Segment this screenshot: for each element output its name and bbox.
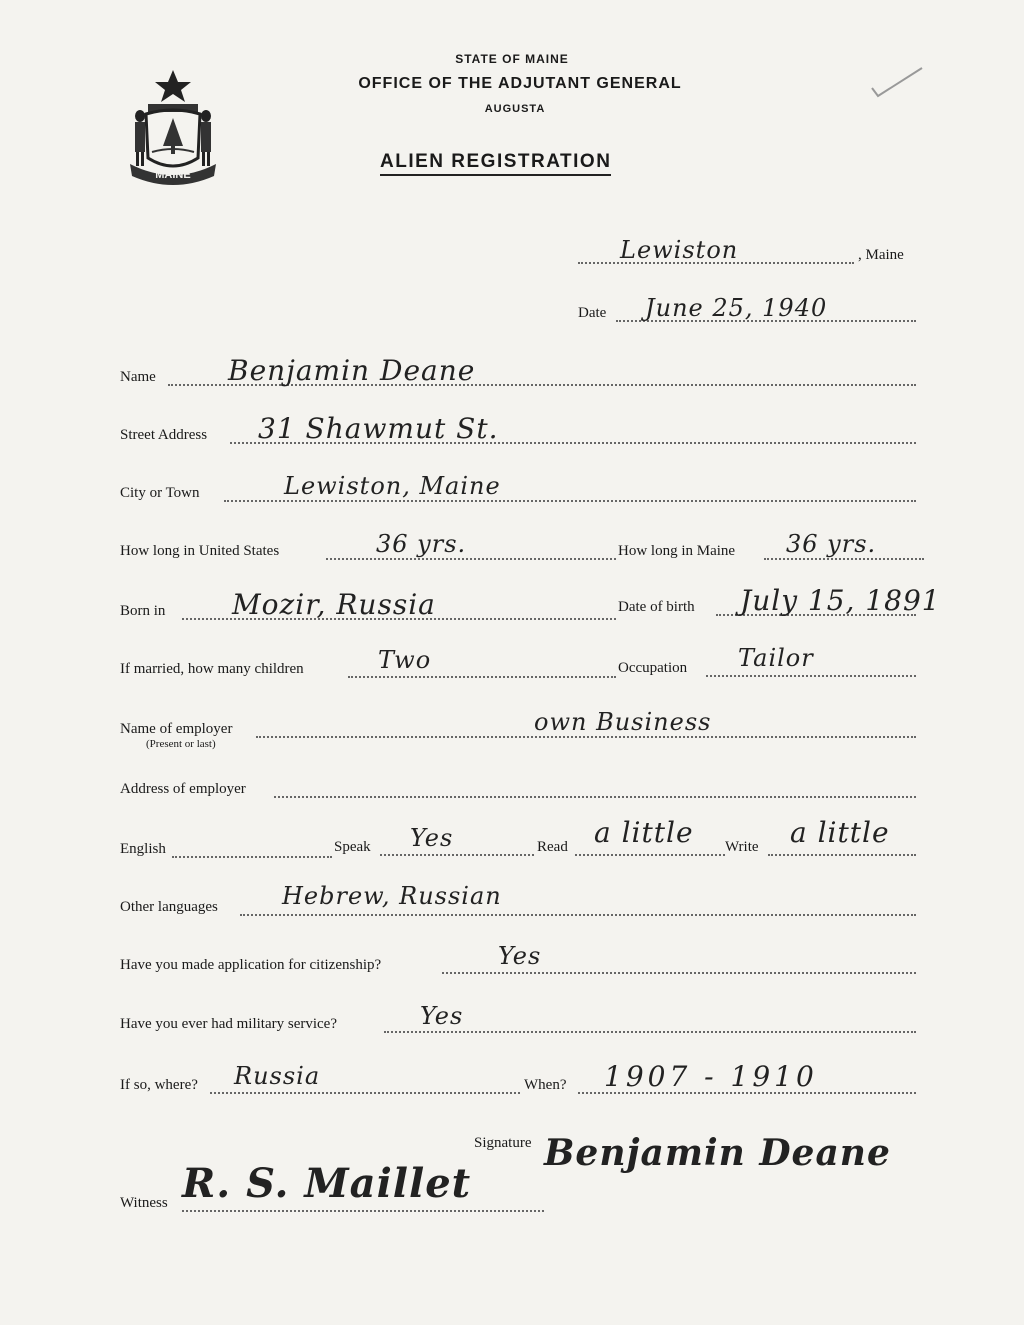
military-label: Have you ever had military service?	[120, 1016, 337, 1032]
dob-label: Date of birth	[618, 599, 695, 615]
date-value: June 25, 1940	[645, 294, 828, 322]
name-label: Name	[120, 369, 156, 385]
date-label: Date	[578, 305, 607, 321]
employer-note: (Present or last)	[146, 738, 216, 750]
when-value: 1907 - 1910	[604, 1060, 818, 1093]
employer-address-label: Address of employer	[120, 781, 246, 797]
other-languages-line	[240, 914, 916, 916]
speak-label: Speak	[334, 839, 371, 855]
write-value: a little	[790, 816, 890, 849]
other-languages-label: Other languages	[120, 899, 218, 915]
city-town-value: Lewiston, Maine	[284, 472, 501, 500]
city-town-line	[224, 500, 916, 502]
employer-value: own Business	[534, 708, 712, 736]
signature-label: Signature	[474, 1135, 532, 1151]
read-line	[575, 854, 725, 856]
occupation-label: Occupation	[618, 660, 688, 676]
write-line	[768, 854, 916, 856]
long-maine-line	[764, 558, 924, 560]
check-mark-icon	[868, 64, 928, 100]
employer-label: Name of employer	[120, 721, 233, 737]
speak-value: Yes	[410, 824, 454, 852]
long-maine-label: How long in Maine	[618, 543, 736, 559]
signature-value: Benjamin Deane	[544, 1132, 891, 1174]
military-line	[384, 1031, 916, 1033]
english-line	[172, 856, 332, 858]
citizenship-line	[442, 972, 916, 974]
maine-label: , Maine	[858, 247, 904, 263]
city-heading: AUGUSTA	[484, 103, 546, 115]
office-heading: OFFICE OF THE ADJUTANT GENERAL	[358, 75, 682, 92]
street-value: 31 Shawmut St.	[258, 412, 499, 445]
long-us-value: 36 yrs.	[376, 530, 467, 558]
speak-line	[380, 854, 534, 856]
military-value: Yes	[420, 1002, 464, 1030]
witness-label: Witness	[120, 1195, 168, 1211]
occupation-line	[706, 675, 916, 677]
where-line	[210, 1092, 520, 1094]
children-line	[348, 676, 616, 678]
when-label: When?	[524, 1077, 567, 1093]
citizenship-label: Have you made application for citizenship?	[120, 957, 382, 973]
city-town-label: City or Town	[120, 485, 200, 501]
svg-text:MAINE: MAINE	[155, 169, 191, 181]
long-us-line	[326, 558, 616, 560]
where-label: If so, where?	[120, 1077, 198, 1093]
long-us-label: How long in United States	[120, 543, 280, 559]
witness-line	[182, 1210, 544, 1212]
citizenship-value: Yes	[498, 942, 542, 970]
read-value: a little	[594, 816, 694, 849]
children-value: Two	[378, 646, 432, 674]
form-title: ALIEN REGISTRATION	[380, 151, 611, 176]
born-in-label: Born in	[120, 603, 166, 619]
read-label: Read	[537, 839, 568, 855]
write-label: Write	[725, 839, 759, 855]
born-in-value: Mozir, Russia	[232, 588, 436, 621]
state-heading: STATE OF MAINE	[455, 52, 569, 66]
where-value: Russia	[234, 1062, 321, 1090]
dob-value: July 15, 1891	[740, 584, 941, 617]
witness-value: R. S. Maillet	[182, 1160, 472, 1207]
employer-line	[256, 736, 916, 738]
long-maine-value: 36 yrs.	[786, 530, 877, 558]
occupation-value: Tailor	[738, 644, 814, 672]
town-value: Lewiston	[620, 236, 739, 264]
street-label: Street Address	[120, 427, 208, 443]
other-languages-value: Hebrew, Russian	[282, 882, 502, 910]
english-label: English	[120, 841, 166, 857]
name-value: Benjamin Deane	[228, 354, 476, 387]
employer-address-line	[274, 796, 916, 798]
children-label: If married, how many children	[120, 661, 304, 677]
